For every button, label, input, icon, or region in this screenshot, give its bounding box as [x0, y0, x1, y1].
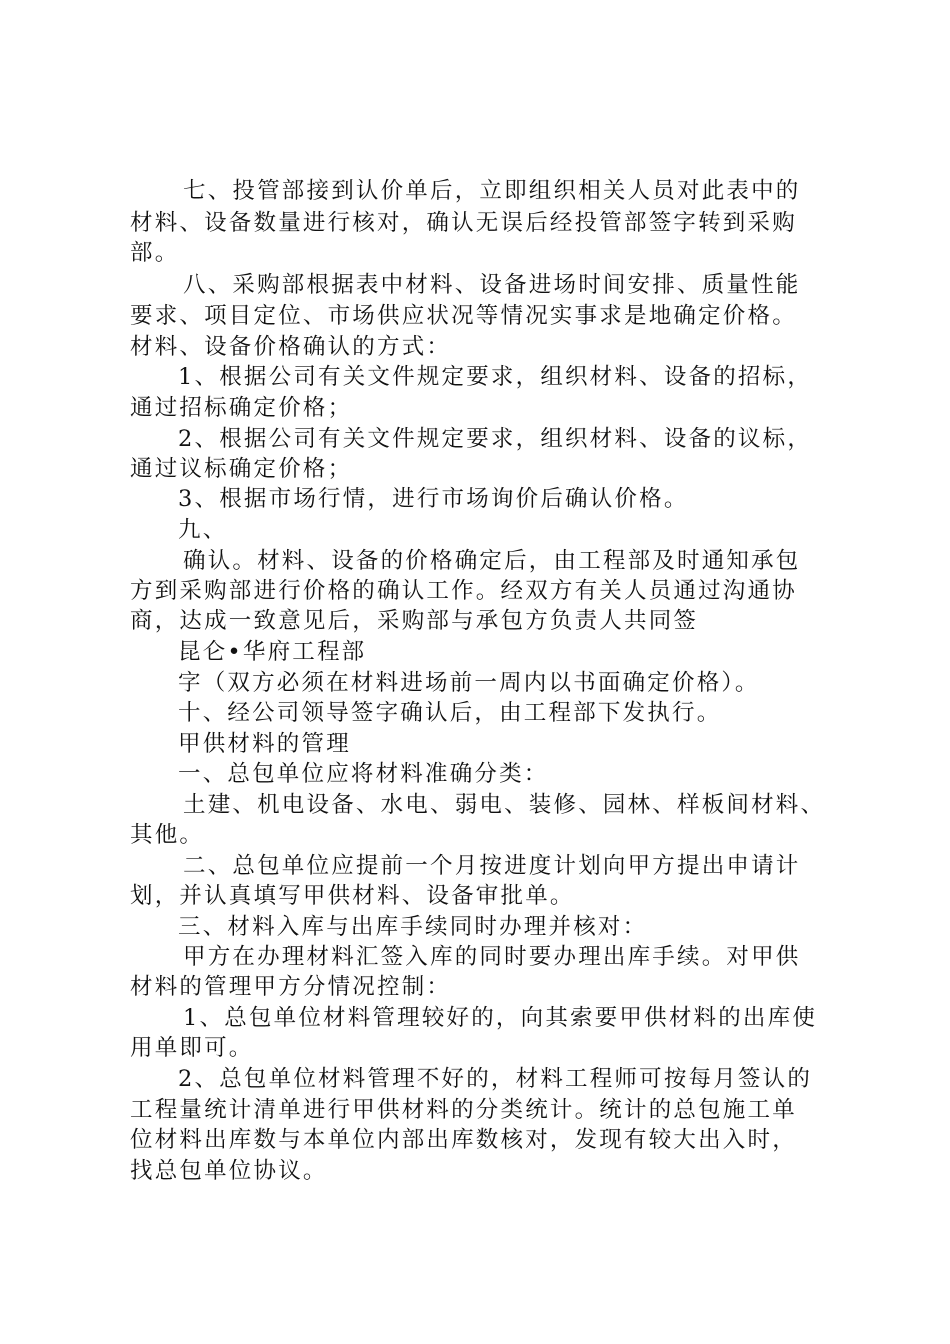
text-line: 甲方在办理材料汇签入库的同时要办理出库手续。对甲供: [183, 944, 801, 970]
text-line: 材料、设备数量进行核对，确认无误后经投管部签字转到采购: [130, 210, 797, 236]
text-line: 1、总包单位材料管理较好的，向其索要甲供材料的出库使: [183, 1005, 818, 1031]
text-line: 八、采购部根据表中材料、设备进场时间安排、质量性能: [183, 272, 801, 298]
text-line: 一、总包单位应将材料准确分类：: [178, 761, 549, 787]
text-line: 工程量统计清单进行甲供材料的分类统计。统计的总包施工单: [130, 1097, 797, 1123]
text-line: 通过招标确定价格；: [130, 395, 353, 421]
text-line: 三、材料入库与出库手续同时办理并核对：: [178, 914, 648, 940]
text-line: 二、总包单位应提前一个月按进度计划向甲方提出申请计: [183, 853, 801, 879]
text-line: 甲供材料的管理: [178, 731, 351, 757]
text-line: 1、根据公司有关文件规定要求，组织材料、设备的招标，: [178, 364, 813, 390]
text-line: 七、投管部接到认价单后，立即组织相关人员对此表中的: [183, 178, 801, 204]
text-line: 2、根据公司有关文件规定要求，组织材料、设备的议标，: [178, 426, 813, 452]
text-line: 划，并认真填写甲供材料、设备审批单。: [130, 883, 575, 909]
text-line: 通过议标确定价格；: [130, 456, 353, 482]
text-line: 3、根据市场行情，进行市场询价后确认价格。: [178, 486, 689, 512]
text-line: 位材料出库数与本单位内部出库数核对，发现有较大出入时，: [130, 1127, 797, 1153]
text-line: 九、: [178, 517, 228, 543]
text-line: 找总包单位协议。: [130, 1158, 328, 1184]
text-line: 十、经公司领导签字确认后，由工程部下发执行。: [178, 700, 722, 726]
text-line: 字（双方必须在材料进场前一周内以书面确定价格）。: [178, 670, 760, 696]
text-line: 要求、项目定位、市场供应状况等情况实事求是地确定价格。: [130, 303, 797, 329]
text-line: 土建、机电设备、水电、弱电、装修、园林、样板间材料、: [183, 792, 826, 818]
text-line: 2、总包单位材料管理不好的，材料工程师可按每月签认的: [178, 1066, 813, 1092]
text-line: 方到采购部进行价格的确认工作。经双方有关人员通过沟通协: [130, 578, 797, 604]
text-line: 昆仑•华府工程部: [178, 639, 367, 665]
text-line: 确认。材料、设备的价格确定后，由工程部及时通知承包: [183, 548, 801, 574]
text-line: 商，达成一致意见后，采购部与承包方负责人共同签: [130, 608, 699, 634]
text-line: 部。: [130, 240, 180, 266]
text-line: 材料的管理甲方分情况控制：: [130, 974, 452, 1000]
text-line: 用单即可。: [130, 1035, 254, 1061]
text-line: 其他。: [130, 822, 205, 848]
text-line: 材料、设备价格确认的方式：: [130, 334, 452, 360]
